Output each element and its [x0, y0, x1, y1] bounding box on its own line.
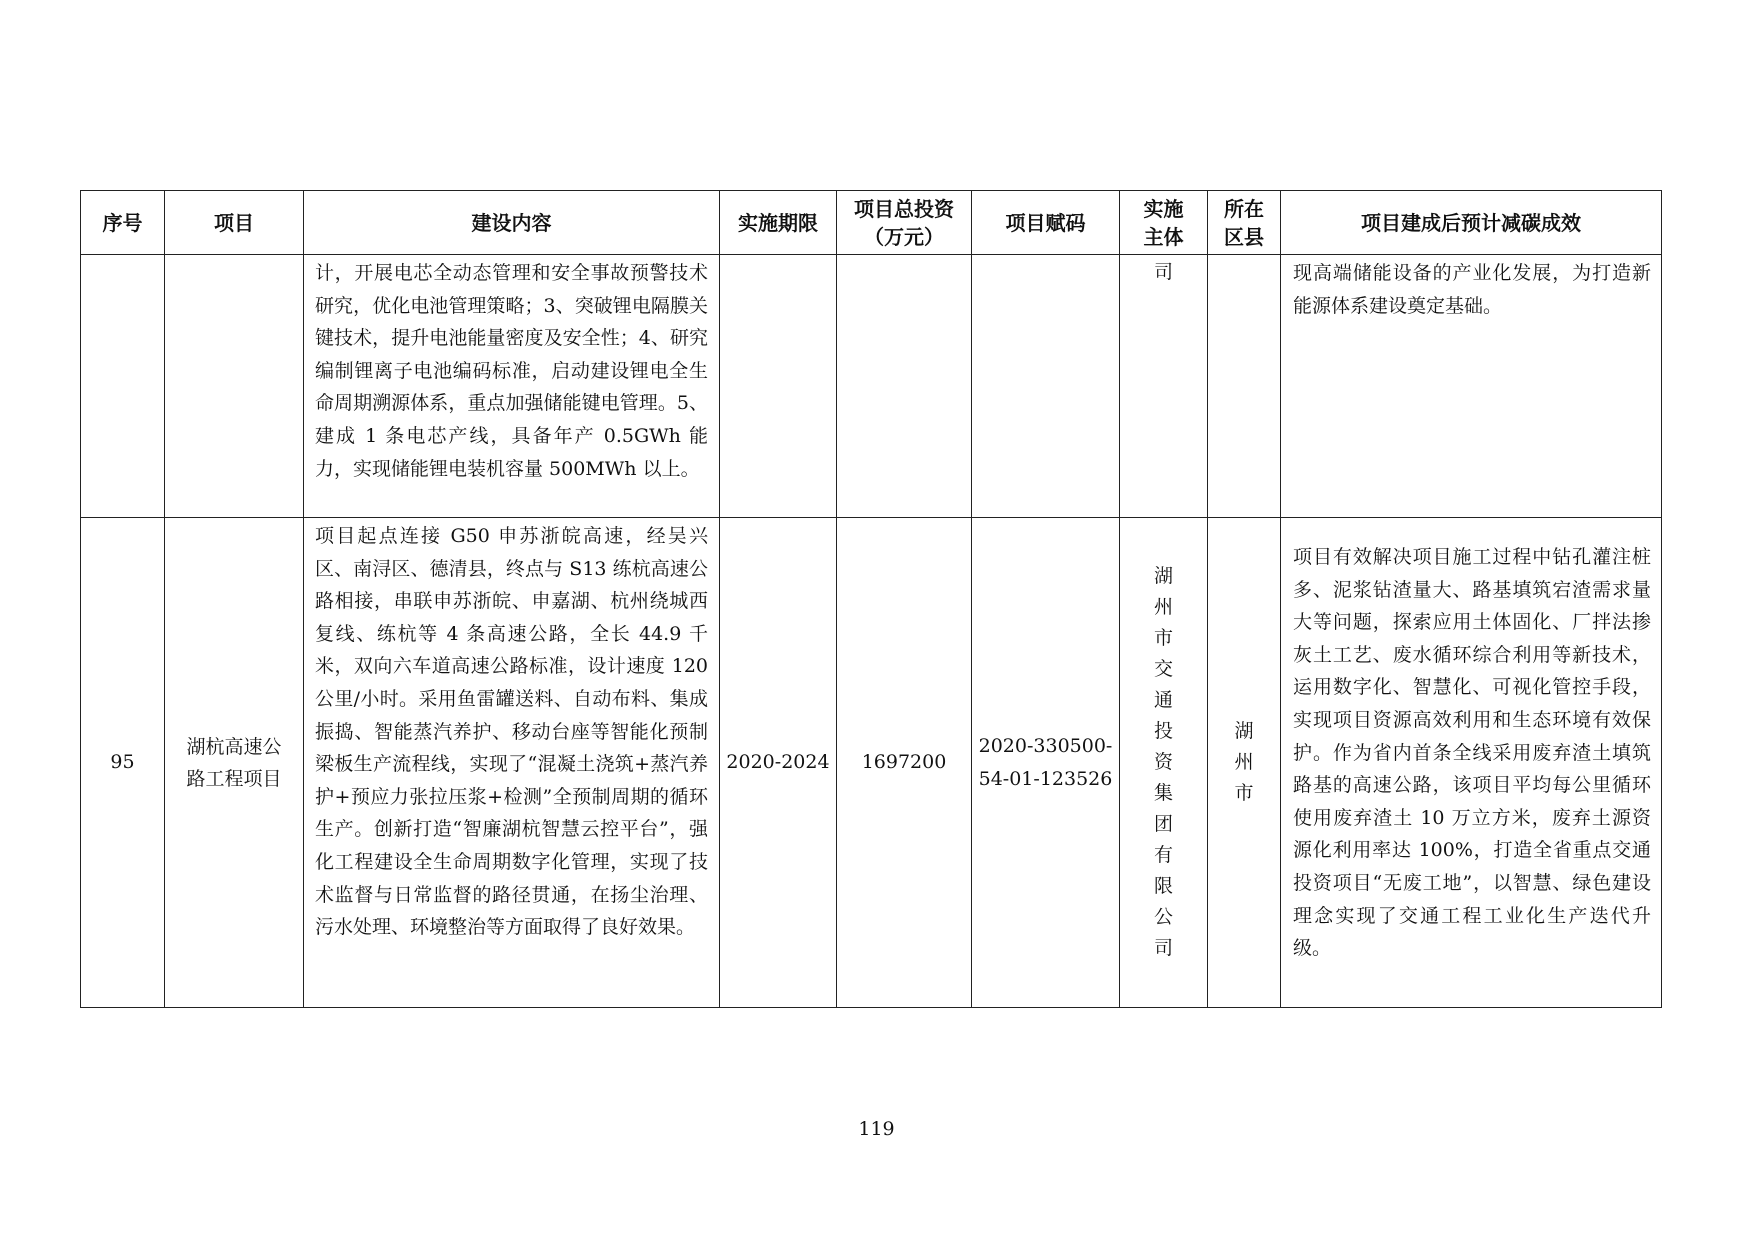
cell-entity — [1120, 518, 1208, 1008]
code-line1: 2020-330500- — [978, 734, 1113, 757]
entity-text: 司 — [1153, 261, 1173, 283]
cell-seq — [81, 255, 165, 518]
effect-text: 现高端储能设备的产业化发展，为打造新能源体系建设奠定基础。 — [1293, 262, 1651, 317]
cell-code — [972, 518, 1120, 1008]
header-project: 项目 — [165, 191, 304, 255]
header-county — [1208, 191, 1281, 255]
header-investment-line2: （万元） — [864, 224, 944, 249]
cell-effect — [1281, 518, 1662, 1008]
table-row — [81, 518, 1662, 1008]
cell-content — [304, 255, 720, 518]
county-text: 湖州市 — [1234, 720, 1254, 804]
cell-effect — [1281, 255, 1662, 518]
header-county-line1: 所在 — [1224, 196, 1264, 221]
header-code: 项目赋码 — [972, 191, 1120, 255]
page-number: 119 — [858, 1118, 895, 1140]
code-line2: 54-01-123526 — [978, 767, 1113, 790]
header-row — [81, 191, 1662, 255]
content-text: 计，开展电芯全动态管理和安全事故预警技术研究，优化电池管理策略；3、突破锂电隔膜关键技术，提升电池能量密度及安全性；4、研究编制锂离子电池编码标准，启动建设锂电全生命周期溯源体系，重点加强储能键电管理。5、建成 1 条电芯产线，具备年产 0.5GWh 能力，实现储能锂电装机容量 500MWh 以上。 — [315, 262, 708, 480]
header-content: 建设内容 — [304, 191, 720, 255]
entity-text: 湖州市交通投资集团有限公司 — [1153, 565, 1173, 959]
header-entity — [1120, 191, 1208, 255]
header-seq: 序号 — [81, 191, 165, 255]
cell-project — [165, 518, 304, 1008]
cell-code — [972, 255, 1120, 518]
cell-county — [1208, 255, 1281, 518]
header-effect: 项目建成后预计减碳成效 — [1281, 191, 1662, 255]
cell-period — [720, 255, 837, 518]
project-name: 湖杭高速公路工程项目 — [186, 735, 282, 790]
cell-county — [1208, 518, 1281, 1008]
header-period: 实施期限 — [720, 191, 837, 255]
header-entity-line1: 实施 — [1143, 196, 1184, 221]
cell-entity — [1120, 255, 1208, 518]
effect-text: 项目有效解决项目施工过程中钻孔灌注桩多、泥浆钻渣量大、路基填筑宕渣需求量大等问题，探索应用土体固化、厂拌法掺灰土工艺、废水循环综合利用等新技术，运用数字化、智慧化、可视化管控手段，实现项目资源高效利用和生态环境有效保护。作为省内首条全线采用废弃渣土填筑路基的高速公路，该项目平均每公里循环使用废弃渣土 10 万立方米，废弃土源资源化利用率达 100%，打造全省重点交通投资项目“无废工地”，以智慧、绿色建设理念实现了交通工程工业化生产迭代升级。 — [1293, 546, 1651, 960]
cell-investment: 1697200 — [837, 518, 972, 1008]
header-investment — [837, 191, 972, 255]
header-entity-line2: 主体 — [1143, 224, 1184, 249]
cell-investment — [837, 255, 972, 518]
cell-seq: 95 — [81, 518, 165, 1008]
cell-project — [165, 255, 304, 518]
cell-content — [304, 518, 720, 1008]
content-text: 项目起点连接 G50 申苏浙皖高速，经吴兴区、南浔区、德清县，终点与 S13 练杭高速公路相接，串联申苏浙皖、申嘉湖、杭州绕城西复线、练杭等 4 条高速公路，全长 44.9 千米，双向六车道高速公路标准，设计速度 120 公里/小时。采用鱼雷罐送料、自动布料、集成振捣、智能蒸汽养护、移动台座等智能化预制梁板生产流程线，实现了“混凝土浇筑+蒸汽养护+预应力张拉压浆+检测”全预制周期的循环生产。创新打造“智廉湖杭智慧云控平台”，强化工程建设全生命周期数字化管理，实现了技术监督与日常监督的路径贯通，在扬尘治理、污水处理、环境整治等方面取得了良好效果。 — [315, 525, 708, 939]
project-table — [80, 190, 1662, 1008]
header-county-line2: 区县 — [1224, 224, 1264, 249]
table-row — [81, 255, 1662, 518]
header-investment-line1: 项目总投资 — [854, 196, 954, 221]
cell-period: 2020-2024 — [720, 518, 837, 1008]
